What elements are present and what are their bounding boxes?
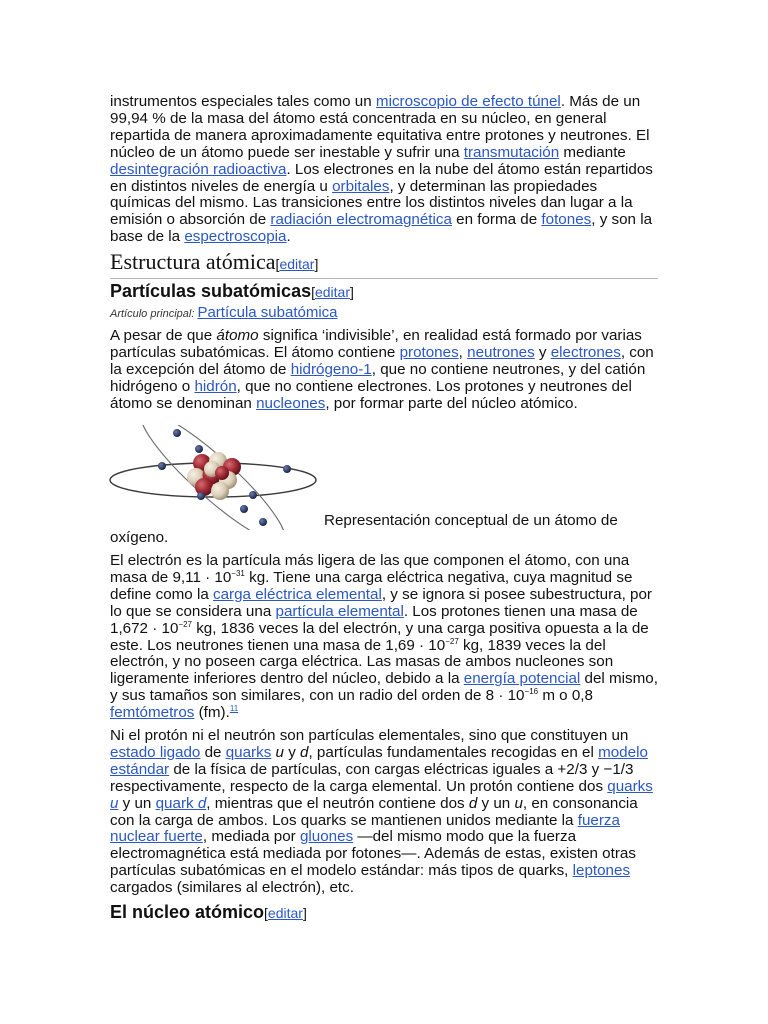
main-article-link[interactable]: Partícula subatómica [197, 304, 338, 321]
electron [249, 491, 257, 499]
exponent: −27 [445, 636, 459, 646]
italic-term: u [275, 743, 284, 761]
text: , y determinan las propiedades químicas del mismo. Las transiciones entre los distintos niveles dan lugar a la emisión o absorción de [110, 177, 633, 229]
paragraph [110, 553, 658, 722]
text: y un [477, 794, 515, 812]
link-carga-elemental[interactable]: carga eléctrica elemental [213, 585, 382, 603]
link-gluones[interactable]: gluones [299, 828, 354, 846]
electron [173, 429, 181, 437]
oxygen-atom-illustration[interactable] [108, 425, 318, 530]
text: , [458, 343, 468, 361]
link-nucleones[interactable]: nucleones [256, 394, 326, 412]
text: kg, 1836 veces la del electrón, y una carga positiva opuesta a la de este. Los neutrones tienen una masa de 1,69 · 10 [110, 619, 649, 654]
subsection-title: El núcleo atómico [110, 902, 265, 922]
main-article-label: Artículo principal: [110, 308, 198, 320]
paragraph-particles [110, 328, 658, 413]
text: y [283, 743, 301, 761]
link-text: quarks [607, 777, 653, 795]
paragraph-quarks [110, 728, 658, 897]
subsection-heading-nucleus [110, 901, 658, 924]
text: . Los electrones en la nube del átomo están repartidos en distintos niveles de energía u [110, 160, 653, 195]
subsection-heading [110, 280, 658, 303]
neutron [211, 482, 229, 500]
link-protones[interactable]: protones [399, 343, 459, 361]
link-desintegracion[interactable]: desintegración radioactiva [110, 160, 287, 178]
text: , y son la base de la [110, 211, 653, 246]
text: kg, 1839 veces la del electrón, y no poseen carga eléctrica. Las masas de ambos nucleones son ligeramente inferiores dentro del núcleo, debido a la [110, 636, 614, 688]
text: , que no contiene electrones. Los protones y neutrones del átomo se denominan [110, 377, 632, 412]
text: y [534, 343, 551, 361]
link-fotones[interactable]: fotones [541, 211, 592, 229]
text: kg. Tiene una carga eléctrica negativa, cuya magnitud se define como la [110, 568, 633, 603]
text: , partículas fundamentales recogidas en el [308, 743, 599, 761]
text: Ni el protón ni el neutrón son partículas elementales, sino que constituyen un [110, 727, 629, 744]
text: A pesar de que [110, 327, 217, 344]
text: del mismo, y sus tamaños son similares, con un radio del orden de 8 · 10 [110, 670, 658, 705]
text: de [200, 743, 226, 761]
text: , por formar parte del núcleo atómico. [325, 394, 578, 412]
main-article-note [110, 304, 658, 321]
bracket: [ [264, 905, 268, 921]
link-orbitales[interactable]: orbitales [332, 177, 390, 195]
link-modelo-estandar[interactable]: modelo estándar [110, 743, 648, 778]
link-femtometros[interactable]: femtómetros [110, 704, 195, 722]
exponent: −31 [231, 568, 245, 578]
link-fuerza-nuclear[interactable]: fuerza nuclear fuerte [110, 811, 620, 846]
text: cargados (similares al electrón), etc. [110, 879, 354, 897]
proton [195, 478, 213, 496]
intro-block [110, 94, 658, 246]
paragraph [110, 328, 658, 413]
link-quarks[interactable]: quarks [225, 743, 272, 761]
link-transmutacion[interactable]: transmutación [463, 143, 560, 161]
exponent: −27 [178, 619, 192, 629]
text: —del mismo modo que la fuerza electromagnética está mediada por fotones—. Además de estas, existen otras partículas subatómicas en el modelo estándar: más tipos de quarks, [110, 828, 636, 880]
bracket: ] [302, 905, 307, 921]
bracket: [ [311, 284, 315, 300]
paragraph [110, 728, 658, 897]
link-italic: d [197, 794, 207, 812]
text: , que no contiene neutrones, y del catión hidrógeno o [110, 360, 646, 395]
link-text: quark [155, 794, 198, 812]
intro-paragraph [110, 94, 658, 246]
text: en forma de [451, 211, 542, 229]
edit-link[interactable]: editar [267, 905, 303, 921]
edit-link[interactable]: editar [279, 256, 315, 272]
link-microscopio[interactable]: microscopio de efecto túnel [375, 93, 561, 110]
text: . [286, 228, 291, 246]
electron [283, 465, 291, 473]
subsection-title: Partículas subatómicas [110, 281, 312, 301]
link-energia-potencial[interactable]: energía potencial [463, 670, 581, 688]
electron [259, 518, 267, 526]
italic-term: átomo [216, 327, 259, 344]
electron [197, 492, 205, 500]
text: m o 0,8 [538, 687, 593, 705]
electron [195, 445, 203, 453]
nucleus [187, 452, 241, 500]
text: El electrón es la partícula más ligera de las que componen el átomo, con una masa de 9,11 · 10 [110, 552, 630, 586]
edit-link[interactable]: editar [314, 284, 351, 300]
paragraph-electron [110, 553, 658, 722]
electron [240, 505, 248, 513]
link-particula-elemental[interactable]: partícula elemental [275, 602, 404, 620]
reference-link[interactable]: 11 [229, 704, 239, 714]
figure-caption-line2: oxígeno. [110, 529, 169, 546]
link-electrones[interactable]: electrones [550, 343, 621, 361]
text: . Los protones tienen una masa de 1,672 · 10 [110, 602, 638, 637]
text: . Más de un 99,94 % de la masa del átomo está concentrada en su núcleo, en general repartida de manera aproximadamente equitativa entre protones y neutrones. El núcleo de un átomo puede ser inestable y sufrir una [110, 93, 650, 161]
text: , y se ignora si posee subestructura, por lo que se considera una [110, 585, 652, 620]
proton [215, 466, 229, 480]
bracket: [ [275, 256, 280, 272]
exponent: −16 [524, 687, 539, 697]
text: y un [118, 794, 156, 812]
link-hidrogeno[interactable]: hidrógeno-1 [290, 360, 372, 378]
link-italic: u [110, 794, 119, 812]
text: , en consonancia con la carga de ambos. Los quarks se mantienen unidos mediante la [110, 794, 638, 829]
bracket: ] [314, 256, 319, 272]
text: de la física de partículas, con cargas eléctricas iguales a +2/3 y −1/3 respectivamente, respecto de la carga elemental. Un protón contiene dos [110, 760, 634, 795]
edit-subsection [311, 284, 354, 300]
figure-caption-line1: Representación conceptual de un átomo de [324, 512, 618, 529]
italic-term: d [300, 743, 309, 761]
electron [158, 462, 166, 470]
edit-subsection [264, 905, 307, 921]
text: significa ‘indivisible’, en realidad está formado por varias partículas subatómicas. El átomo contiene [110, 327, 642, 361]
link-estado-ligado[interactable]: estado ligado [110, 743, 201, 761]
text: mediante [559, 143, 626, 161]
italic-term: u [514, 794, 523, 812]
edit-section [276, 256, 319, 272]
text: , mientras que el neutrón contiene dos [206, 794, 469, 812]
link-hidron[interactable]: hidrón [194, 377, 237, 395]
text: instrumentos especiales tales como un [110, 93, 376, 110]
link-leptones[interactable]: leptones [572, 862, 631, 880]
link-neutrones[interactable]: neutrones [467, 343, 535, 361]
section-title: Estructura atómica [110, 249, 276, 274]
bracket: ] [350, 284, 354, 300]
italic-term: d [468, 794, 478, 812]
link-espectroscopia[interactable]: espectroscopia [184, 228, 287, 246]
section-heading [110, 249, 658, 279]
text: (fm). [194, 704, 230, 722]
link-radiacion[interactable]: radiación electromagnética [270, 211, 452, 229]
text: , con la excepción del átomo de [110, 343, 654, 378]
text: , mediada por [202, 828, 300, 846]
link-quark-d[interactable] [156, 795, 207, 812]
